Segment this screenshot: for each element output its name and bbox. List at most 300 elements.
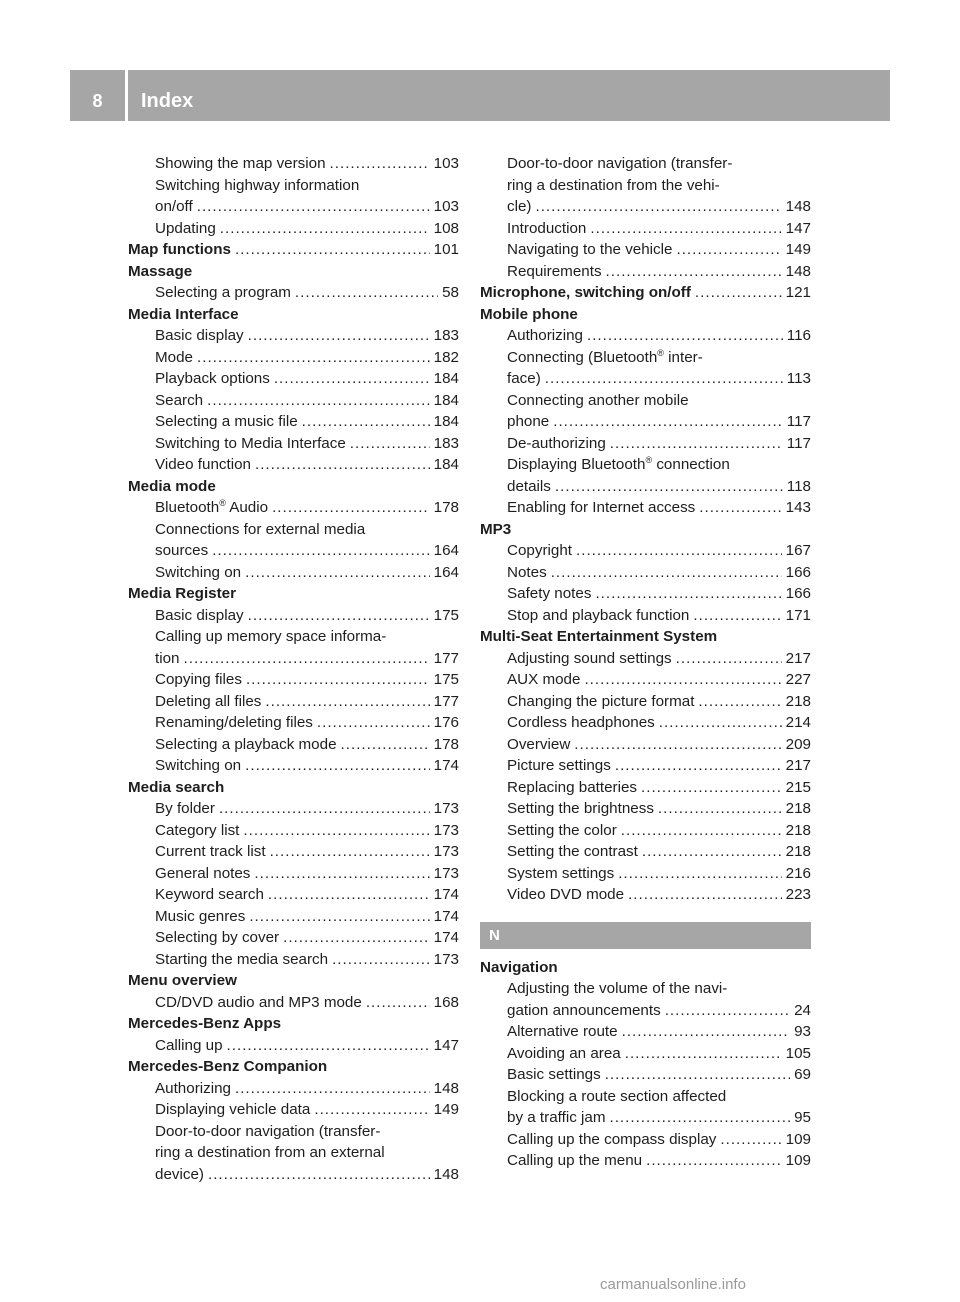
- index-subentry: [128, 841, 459, 863]
- entry-label: Keyword search: [155, 886, 264, 903]
- index-heading: Mobile phone: [480, 305, 578, 323]
- index-line: [155, 798, 459, 820]
- index-line: [155, 841, 459, 863]
- index-line: [155, 390, 459, 412]
- page-reference: 95: [794, 1109, 811, 1126]
- index-line: [155, 669, 459, 691]
- index-line: [155, 433, 459, 455]
- index-line: [507, 841, 811, 863]
- page-reference: 183: [433, 327, 459, 344]
- index-line: [507, 755, 811, 777]
- page-reference: 178: [433, 499, 459, 516]
- index-line: [507, 368, 811, 390]
- leader-dots: [243, 820, 429, 842]
- page-reference: 108: [433, 219, 459, 237]
- index-line: [507, 605, 811, 627]
- leader-dots: [268, 884, 430, 906]
- index-subentry: [128, 347, 459, 369]
- subentry-line: Connecting another mobile: [507, 391, 689, 409]
- page-reference: 173: [433, 950, 459, 968]
- index-subentry: [480, 433, 811, 455]
- index-line: [155, 691, 459, 713]
- page-reference: 218: [785, 843, 811, 860]
- entry-label: Calling up the menu: [507, 1152, 643, 1169]
- index-subentry: [128, 411, 459, 433]
- index-subentry: [128, 218, 459, 240]
- leader-dots: [621, 820, 782, 842]
- index-subentry: [128, 1121, 459, 1186]
- leader-dots: [622, 1021, 791, 1043]
- index-subentry: [128, 691, 459, 713]
- index-line: [507, 1000, 811, 1022]
- leader-dots: [332, 949, 430, 971]
- page-reference: 176: [433, 714, 459, 731]
- entry-label: Deleting all files: [155, 692, 262, 710]
- subentry-line: Blocking a route section affected: [507, 1087, 727, 1105]
- index-line: [507, 261, 811, 283]
- leader-dots: [615, 755, 782, 777]
- index-subentry: [128, 605, 459, 627]
- leader-dots: [235, 1078, 430, 1100]
- leader-dots: [248, 605, 430, 627]
- page-reference: 175: [433, 671, 459, 688]
- leader-dots: [254, 863, 429, 885]
- entry-label: tion: [155, 649, 180, 667]
- entry-label: Stop and playback function: [507, 606, 690, 624]
- index-line: [155, 411, 459, 433]
- index-subentry: [128, 734, 459, 756]
- index-heading: Multi-Seat Entertainment System: [480, 628, 718, 645]
- entry-label: Avoiding an area: [507, 1044, 621, 1062]
- entry-label: Enabling for Internet access: [507, 499, 696, 516]
- index-line: [507, 1021, 811, 1043]
- index-subentry: [480, 1086, 811, 1129]
- page-reference: 116: [786, 327, 811, 344]
- index-line: [155, 196, 459, 218]
- index-line: [155, 1078, 459, 1100]
- index-subentry: [480, 1064, 811, 1086]
- entry-label: Navigating to the vehicle: [507, 241, 673, 258]
- leader-dots: [235, 239, 430, 261]
- index-heading: Navigation: [480, 958, 558, 976]
- index-line: [155, 1099, 459, 1121]
- entry-label: Switching on: [155, 757, 242, 774]
- leader-dots: [610, 433, 783, 455]
- entry-label: Calling up the compass display: [507, 1130, 717, 1148]
- header-divider: [125, 70, 128, 121]
- index-subentry: [480, 540, 811, 562]
- page-reference: 24: [794, 1001, 811, 1019]
- page-reference: 69: [794, 1066, 811, 1083]
- leader-dots: [658, 798, 782, 820]
- index-subentry: [128, 626, 459, 669]
- entry-label: cle): [507, 198, 532, 215]
- page-reference: 109: [785, 1130, 811, 1148]
- page-reference: 148: [785, 198, 811, 215]
- entry-label: Copyright: [507, 542, 572, 559]
- index-column-right: [480, 153, 811, 1172]
- page-header: [70, 70, 890, 121]
- index-line: [155, 605, 459, 627]
- page-reference: 173: [433, 800, 459, 817]
- page-reference: 168: [433, 993, 459, 1011]
- index-subentry: [480, 691, 811, 713]
- index-subentry: [480, 583, 811, 605]
- index-line: [507, 691, 811, 713]
- page-reference: 174: [433, 929, 459, 946]
- leader-dots: [699, 497, 781, 519]
- entry-label: Selecting a playback mode: [155, 735, 337, 753]
- index-line: [507, 196, 811, 218]
- page-reference: 147: [785, 219, 811, 237]
- entry-label: Current track list: [155, 843, 266, 860]
- page-reference: 164: [433, 563, 459, 581]
- index-line: [507, 218, 811, 240]
- entry-label: Showing the map version: [155, 155, 326, 172]
- index-heading: Media mode: [128, 477, 216, 495]
- page-reference: 118: [786, 477, 811, 495]
- leader-dots: [590, 218, 781, 240]
- section-letter-n: N: [480, 922, 811, 949]
- page-reference: 218: [785, 821, 811, 839]
- entry-label: Requirements: [507, 262, 602, 280]
- entry-label: Search: [155, 391, 204, 409]
- leader-dots: [283, 927, 430, 949]
- index-line: [507, 798, 811, 820]
- entry-label: face): [507, 370, 541, 387]
- leader-dots: [576, 540, 782, 562]
- index-subentry: [480, 669, 811, 691]
- page-reference: 113: [786, 370, 811, 387]
- leader-dots: [227, 1035, 430, 1057]
- index-line: [155, 712, 459, 734]
- leader-dots: [720, 1129, 781, 1151]
- leader-dots: [314, 1099, 429, 1121]
- entry-label: Alternative route: [507, 1023, 618, 1040]
- index-subentry: [128, 454, 459, 476]
- index-line: [507, 712, 811, 734]
- page-reference: 58: [442, 284, 459, 301]
- page-reference: 177: [433, 692, 459, 710]
- index-subentry: [480, 497, 811, 519]
- index-heading: [480, 282, 811, 304]
- index-line: [155, 648, 459, 670]
- entry-label: CD/DVD audio and MP3 mode: [155, 993, 362, 1011]
- index-subentry: [480, 261, 811, 283]
- subentry-line: Displaying Bluetooth® connection: [507, 455, 730, 473]
- index-subentry: [128, 497, 459, 519]
- page-reference: 177: [433, 649, 459, 667]
- entry-label: De-authorizing: [507, 434, 606, 452]
- index-subentry: [480, 605, 811, 627]
- page-reference: 93: [794, 1023, 811, 1040]
- leader-dots: [659, 712, 782, 734]
- index-subentry: [128, 712, 459, 734]
- leader-dots: [272, 497, 430, 519]
- entry-label: Authorizing: [155, 1079, 231, 1097]
- entry-label: on/off: [155, 198, 193, 215]
- index-subentry: [128, 669, 459, 691]
- leader-dots: [545, 368, 783, 390]
- subentry-line: ring a destination from an external: [155, 1144, 385, 1161]
- index-line: [507, 648, 811, 670]
- page-title: Index: [141, 90, 194, 112]
- index-line: [507, 734, 811, 756]
- leader-dots: [693, 605, 781, 627]
- index-subentry: [128, 755, 459, 777]
- entry-label: Notes: [507, 563, 547, 581]
- leader-dots: [270, 841, 430, 863]
- leader-dots: [695, 282, 782, 304]
- index-subentry: [128, 992, 459, 1014]
- entry-label: Adjusting sound settings: [507, 649, 672, 667]
- page-reference: 227: [785, 671, 811, 688]
- index-subentry: [128, 368, 459, 390]
- entry-label: AUX mode: [507, 671, 581, 688]
- entry-label: Replacing batteries: [507, 778, 638, 796]
- index-line: [155, 1164, 459, 1186]
- page-reference: 164: [433, 542, 459, 559]
- entry-label: Map functions: [128, 241, 231, 258]
- page-reference: 167: [785, 542, 811, 559]
- page-reference: 103: [433, 198, 459, 215]
- entry-label: Calling up: [155, 1036, 223, 1054]
- entry-label: Introduction: [507, 219, 587, 237]
- page-reference: 183: [433, 434, 459, 452]
- index-line: [155, 347, 459, 369]
- index-line: [507, 777, 811, 799]
- entry-label: Overview: [507, 735, 571, 753]
- index-line: [155, 992, 459, 1014]
- leader-dots: [248, 325, 430, 347]
- index-line: [507, 669, 811, 691]
- index-line: [155, 218, 459, 240]
- entry-label: Selecting by cover: [155, 929, 280, 946]
- index-line: [507, 1150, 811, 1172]
- entry-label: Renaming/deleting files: [155, 714, 313, 731]
- index-subentry: [480, 820, 811, 842]
- index-line: [155, 153, 459, 175]
- page-reference: 184: [433, 413, 459, 430]
- footer-watermark: carmanualsonline.info: [600, 1276, 746, 1293]
- index-subentry: [480, 1021, 811, 1043]
- page-reference: 147: [433, 1036, 459, 1054]
- leader-dots: [665, 1000, 790, 1022]
- index-heading: Media Register: [128, 585, 237, 602]
- index-subentry: [128, 325, 459, 347]
- entry-label: sources: [155, 542, 209, 559]
- index-subentry: [128, 798, 459, 820]
- leader-dots: [574, 734, 781, 756]
- entry-label: Music genres: [155, 907, 246, 925]
- index-subentry: [480, 734, 811, 756]
- entry-label: Changing the picture format: [507, 692, 695, 710]
- index-subentry: [128, 390, 459, 412]
- page-reference: 174: [433, 886, 459, 903]
- index-line: [507, 1129, 811, 1151]
- index-heading: Media search: [128, 778, 225, 796]
- index-subentry: [128, 153, 459, 175]
- index-line: [507, 884, 811, 906]
- entry-label: Microphone, switching on/off: [480, 284, 691, 301]
- index-subentry: [480, 1129, 811, 1151]
- page-reference: 184: [433, 456, 459, 473]
- index-line: [507, 1043, 811, 1065]
- index-subentry: [480, 884, 811, 906]
- index-subentry: [480, 239, 811, 261]
- subentry-line: Door-to-door navigation (transfer-: [155, 1122, 381, 1140]
- leader-dots: [628, 884, 782, 906]
- index-line: [507, 1064, 811, 1086]
- entry-label: Starting the media search: [155, 950, 329, 968]
- entry-label: Selecting a music file: [155, 413, 298, 430]
- page-reference: 105: [785, 1044, 811, 1062]
- leader-dots: [595, 583, 781, 605]
- leader-dots: [246, 669, 430, 691]
- leader-dots: [698, 691, 781, 713]
- entry-label: details: [507, 477, 551, 495]
- index-line: [155, 1035, 459, 1057]
- entry-label: Video DVD mode: [507, 886, 625, 903]
- index-subentry: [480, 863, 811, 885]
- entry-label: Picture settings: [507, 757, 611, 774]
- page-reference: 182: [433, 348, 459, 366]
- page-reference: 214: [785, 714, 811, 731]
- index-subentry: [128, 1035, 459, 1057]
- index-line: [507, 411, 811, 433]
- entry-label: System settings: [507, 864, 615, 882]
- page-reference: 148: [433, 1165, 459, 1183]
- index-subentry: [480, 390, 811, 433]
- index-subentry: [128, 927, 459, 949]
- page-reference: 184: [433, 370, 459, 387]
- index-subentry: [128, 433, 459, 455]
- leader-dots: [606, 261, 782, 283]
- page-reference: 184: [433, 391, 459, 409]
- index-line: [155, 540, 459, 562]
- index-subentry: [128, 1099, 459, 1121]
- leader-dots: [587, 325, 783, 347]
- index-line: [155, 906, 459, 928]
- index-line: [507, 540, 811, 562]
- entry-label: Authorizing: [507, 327, 583, 344]
- index-subentry: [128, 863, 459, 885]
- page-reference: 148: [433, 1079, 459, 1097]
- entry-label: Category list: [155, 821, 240, 839]
- leader-dots: [197, 196, 430, 218]
- index-line: [155, 734, 459, 756]
- leader-dots: [618, 863, 781, 885]
- index-line: [155, 368, 459, 390]
- index-heading: [128, 239, 459, 261]
- leader-dots: [249, 906, 429, 928]
- entry-label: by a traffic jam: [507, 1109, 606, 1126]
- leader-dots: [245, 755, 430, 777]
- entry-label: Switching to Media Interface: [155, 434, 346, 452]
- entry-label: Setting the brightness: [507, 800, 654, 817]
- index-line: [507, 583, 811, 605]
- entry-label: Bluetooth® Audio: [155, 498, 269, 516]
- page-reference: 217: [785, 649, 811, 667]
- leader-dots: [350, 433, 430, 455]
- leader-dots: [676, 648, 782, 670]
- entry-label: Video function: [155, 456, 251, 473]
- leader-dots: [584, 669, 781, 691]
- page-reference: 216: [785, 864, 811, 882]
- index-heading: Media Interface: [128, 305, 239, 323]
- leader-dots: [295, 282, 438, 304]
- subentry-line: Adjusting the volume of the navi-: [507, 980, 728, 997]
- page-reference: 171: [785, 606, 811, 624]
- leader-dots: [553, 411, 783, 433]
- leader-dots: [220, 218, 430, 240]
- page-reference: 173: [433, 864, 459, 882]
- index-subentry: [128, 282, 459, 304]
- entry-label: Basic display: [155, 327, 244, 344]
- entry-label: Safety notes: [507, 585, 592, 602]
- index-column-left: [128, 153, 459, 1185]
- index-subentry: [128, 820, 459, 842]
- index-subentry: [128, 949, 459, 971]
- leader-dots: [341, 734, 430, 756]
- leader-dots: [676, 239, 781, 261]
- entry-label: Basic settings: [507, 1066, 601, 1083]
- leader-dots: [366, 992, 430, 1014]
- index-subentry: [128, 519, 459, 562]
- leader-dots: [609, 1107, 790, 1129]
- entry-label: device): [155, 1165, 204, 1183]
- subentry-line: Door-to-door navigation (transfer-: [507, 155, 733, 172]
- entry-label: Cordless headphones: [507, 714, 655, 731]
- index-line: [155, 755, 459, 777]
- leader-dots: [535, 196, 781, 218]
- leader-dots: [605, 1064, 790, 1086]
- page-reference: 173: [433, 821, 459, 839]
- index-line: [507, 325, 811, 347]
- index-subentry: [128, 175, 459, 218]
- page-reference: 117: [786, 434, 811, 452]
- entry-label: Mode: [155, 348, 193, 366]
- entry-label: Copying files: [155, 671, 242, 688]
- subentry-line: ring a destination from the vehi-: [507, 176, 720, 194]
- leader-dots: [255, 454, 430, 476]
- leader-dots: [274, 368, 430, 390]
- index-line: [507, 433, 811, 455]
- index-line: [155, 949, 459, 971]
- leader-dots: [646, 1150, 782, 1172]
- leader-dots: [184, 648, 430, 670]
- index-subentry: [480, 1150, 811, 1172]
- entry-label: Displaying vehicle data: [155, 1101, 311, 1118]
- index-line: [155, 325, 459, 347]
- index-line: [155, 562, 459, 584]
- leader-dots: [625, 1043, 782, 1065]
- index-line: [507, 863, 811, 885]
- page-reference: 209: [785, 735, 811, 753]
- subentry-line: Connections for external media: [155, 520, 366, 538]
- index-subentry: [480, 648, 811, 670]
- page-reference: 223: [785, 886, 811, 903]
- index-line: [507, 1107, 811, 1129]
- page-reference: 117: [786, 413, 811, 430]
- leader-dots: [551, 562, 782, 584]
- index-subentry: [480, 325, 811, 347]
- entry-label: Setting the contrast: [507, 843, 638, 860]
- index-subentry: [480, 562, 811, 584]
- index-subentry: [128, 1078, 459, 1100]
- page-reference: 173: [433, 843, 459, 860]
- page-reference: 121: [785, 284, 811, 301]
